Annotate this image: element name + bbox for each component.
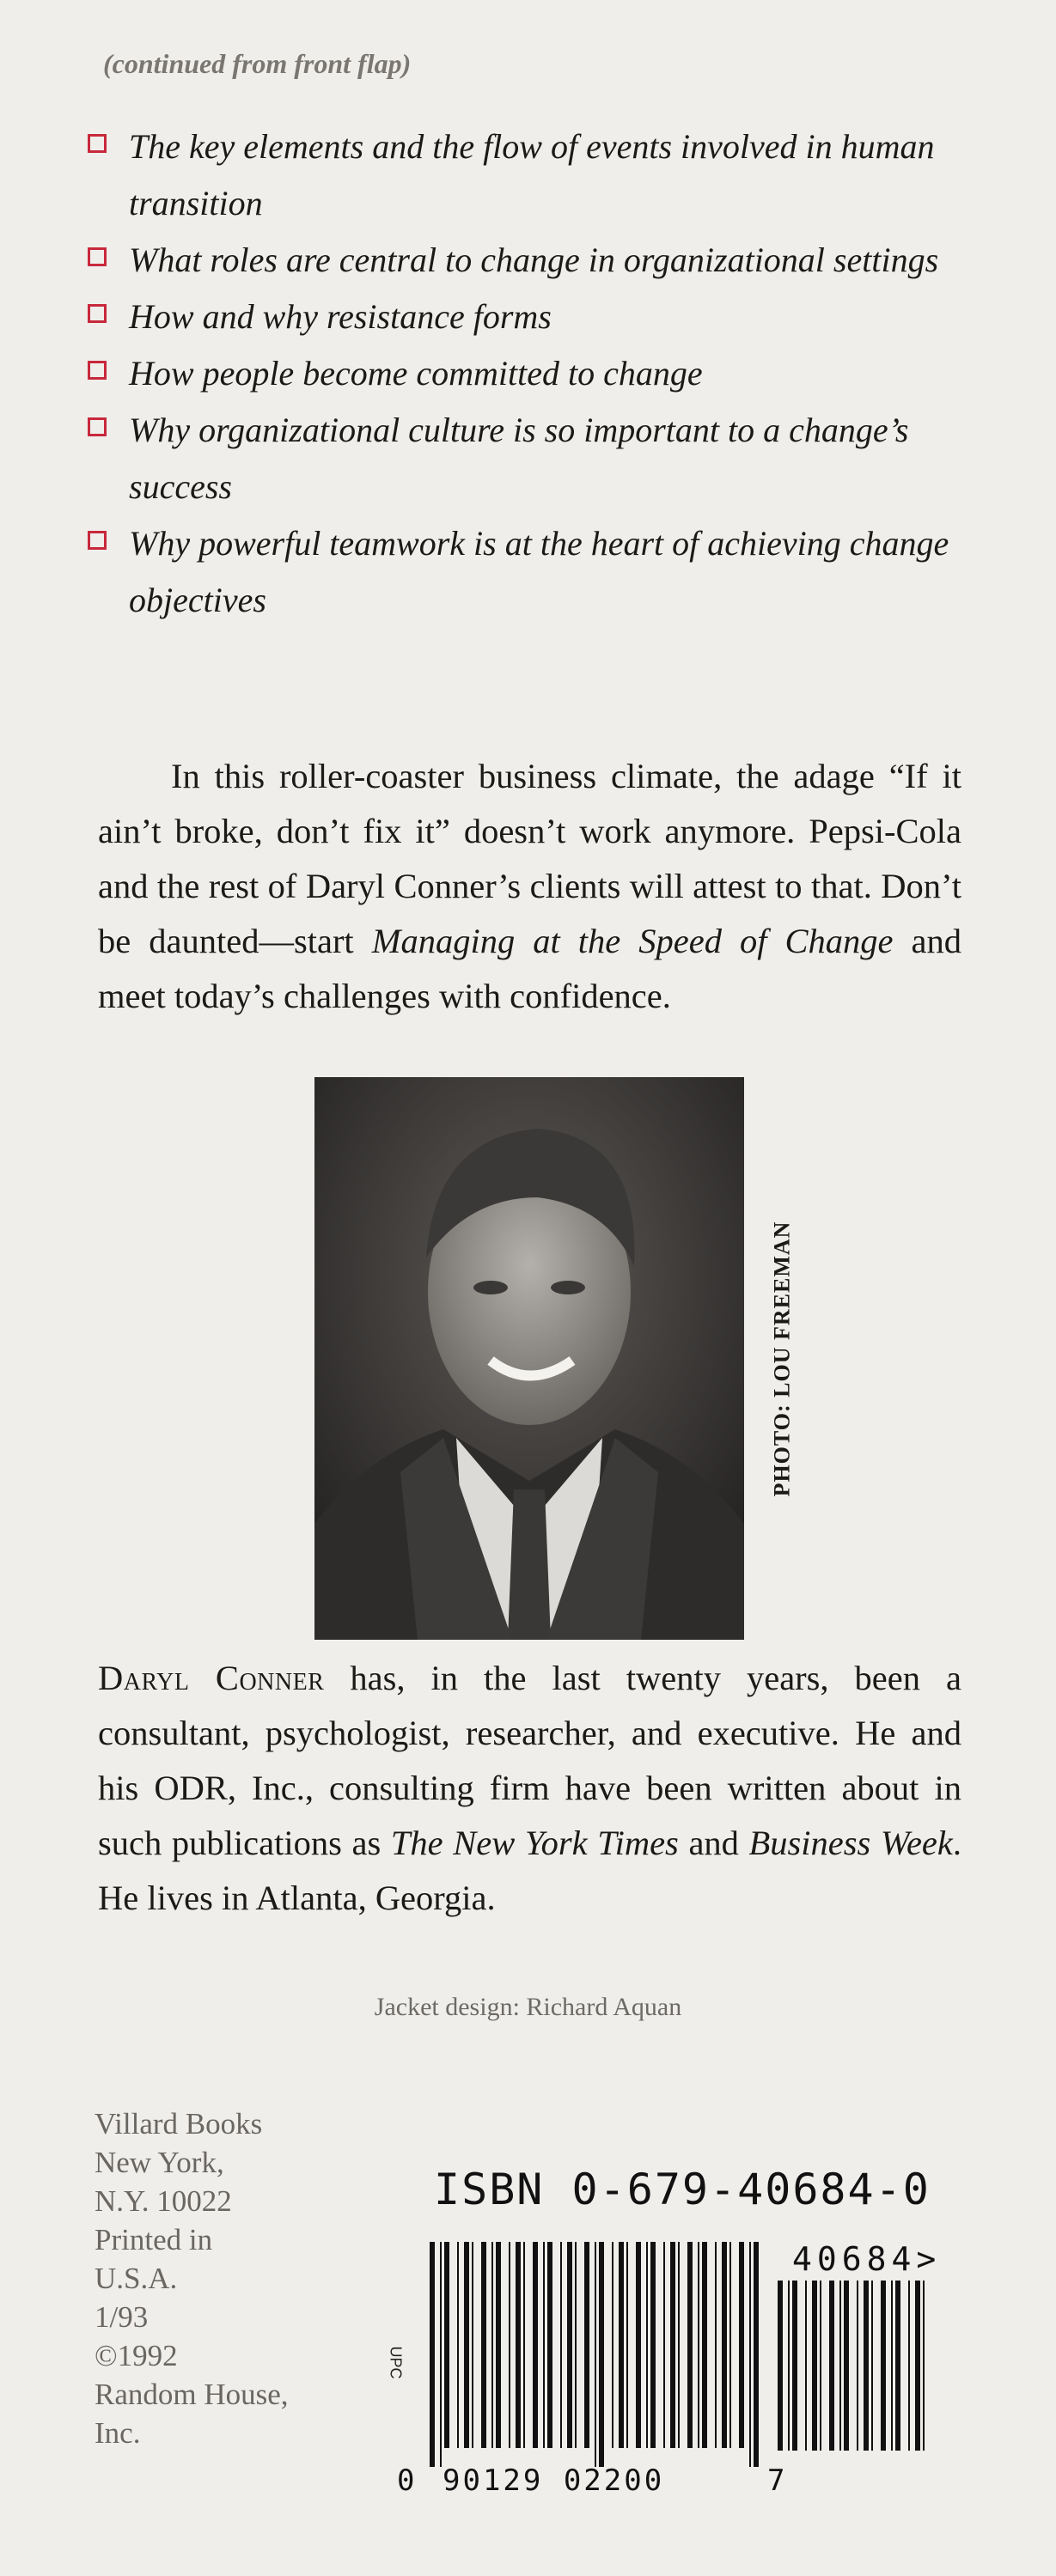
barcode-bar <box>567 2242 572 2448</box>
addon-barcode <box>778 2281 932 2469</box>
isbn-number: ISBN 0-679-40684-0 <box>434 2165 931 2214</box>
barcode-bar <box>864 2281 869 2451</box>
barcode-bar <box>687 2242 693 2448</box>
barcode-bar <box>891 2281 893 2451</box>
barcode-bar <box>857 2281 858 2451</box>
barcode-bar <box>496 2242 501 2448</box>
list-item: How people become committed to change <box>129 345 954 402</box>
upc-middle-digits: 90129 02200 <box>443 2463 665 2498</box>
barcode-bar <box>788 2281 790 2451</box>
barcode-bar <box>430 2242 435 2467</box>
barcode-bar <box>650 2242 656 2448</box>
checkbox-bullet-icon <box>88 134 107 153</box>
list-item: What roles are central to change in organizational settings <box>129 232 954 289</box>
barcode-bar <box>547 2242 552 2448</box>
barcode-bar <box>702 2242 707 2448</box>
barcode-bar <box>820 2281 821 2451</box>
checkbox-bullet-icon <box>88 361 107 380</box>
barcode-bar <box>908 2281 910 2451</box>
barcode-bar <box>881 2281 886 2451</box>
barcode-bar <box>812 2281 817 2451</box>
author-name: Daryl Conner <box>98 1659 325 1697</box>
barcode-bar <box>523 2242 525 2448</box>
barcode-bar <box>792 2281 797 2451</box>
list-item: How and why resistance forms <box>129 289 954 345</box>
barcode-bar <box>895 2281 900 2451</box>
barcode-bar <box>533 2242 538 2448</box>
barcode-bar <box>481 2242 486 2448</box>
checkbox-bullet-icon <box>88 417 107 436</box>
barcode-bar <box>575 2242 577 2448</box>
barcode-bar <box>619 2242 624 2448</box>
checkbox-bullet-icon <box>88 247 107 266</box>
barcode-bar <box>805 2281 807 2451</box>
upc-left-digit: 0 <box>397 2463 415 2498</box>
barcode-bar <box>636 2242 641 2448</box>
barcode-bar <box>646 2242 648 2448</box>
barcode-bar <box>778 2281 783 2451</box>
barcode-bar <box>626 2242 628 2448</box>
list-item: Why organizational culture is so important to a change’s success <box>129 402 954 515</box>
upc-right-digit: 7 <box>767 2463 785 2498</box>
publication-name: The New York Times <box>390 1824 679 1862</box>
topic-list <box>129 119 954 629</box>
barcode-bar <box>560 2242 562 2448</box>
barcode-bar <box>729 2242 731 2448</box>
barcode-bar <box>839 2281 841 2451</box>
barcode-bar <box>491 2242 493 2448</box>
barcode-bar <box>612 2242 613 2448</box>
barcode-bar <box>722 2242 727 2448</box>
author-bio: Daryl Conner has, in the last twenty years, been a consultant, psychologist, researcher, and executive. He and his ODR, Inc., consulting firm have been written about in such publications as The New York Times and Business Week. He lives in Atlanta, Georgia. <box>98 1659 961 1917</box>
upc-label: UPC <box>387 2345 405 2379</box>
barcode-bar <box>754 2242 759 2467</box>
barcode-bar <box>749 2242 751 2467</box>
barcode-bar <box>457 2242 459 2448</box>
barcode-bar <box>584 2242 589 2448</box>
barcode-bar <box>698 2242 699 2448</box>
publisher-info: Villard Books New York, N.Y. 10022 Printed in U.S.A. 1/93 ©1992 Random House, Inc. <box>95 2107 289 2450</box>
barcode-bar <box>670 2242 675 2448</box>
barcode-bar <box>844 2281 849 2451</box>
barcode-bar <box>923 2281 925 2451</box>
barcode-bar <box>663 2242 665 2448</box>
addon-code: 40684> <box>792 2240 942 2278</box>
barcode-bar <box>472 2242 473 2448</box>
barcode-bar <box>464 2242 469 2448</box>
upc-barcode <box>430 2242 765 2467</box>
barcode-bar <box>739 2242 744 2448</box>
author-photo <box>314 1077 744 1640</box>
barcode-bar <box>829 2281 834 2451</box>
jacket-design-credit: Jacket design: Richard Aquan <box>374 1993 682 2021</box>
barcode-bar <box>871 2281 873 2451</box>
barcode-bar <box>543 2242 545 2448</box>
barcode-bar <box>440 2242 442 2467</box>
barcode-bar <box>516 2242 521 2448</box>
list-item: Why powerful teamwork is at the heart of achieving change objectives <box>129 515 954 629</box>
barcode-bar <box>715 2242 717 2448</box>
book-title: Managing at the Speed of Change <box>371 922 894 960</box>
publication-name: Business Week <box>748 1824 953 1862</box>
list-item: The key elements and the flow of events involved in human transition <box>129 119 954 232</box>
barcode-bar <box>509 2242 510 2448</box>
summary-paragraph: In this roller-coaster business climate, the adage “If it ain’t broke, don’t fix it” doesn’t work anymore. Pepsi-Cola and the rest of Daryl Conner’s clients will attest to that. Don’t be daunted—start Managing at the Speed of Change and meet today’s challenges with confidence. <box>98 757 961 1015</box>
barcode-bar <box>595 2242 596 2467</box>
barcode-bar <box>444 2242 449 2448</box>
checkbox-bullet-icon <box>88 531 107 550</box>
barcode-bar <box>599 2242 604 2467</box>
photo-credit: PHOTO: LOU FREEMAN <box>769 1221 795 1496</box>
barcode-bar <box>678 2242 680 2448</box>
barcode-bar <box>915 2281 920 2451</box>
continued-note: (continued from front flap) <box>103 48 412 79</box>
checkbox-bullet-icon <box>88 304 107 323</box>
